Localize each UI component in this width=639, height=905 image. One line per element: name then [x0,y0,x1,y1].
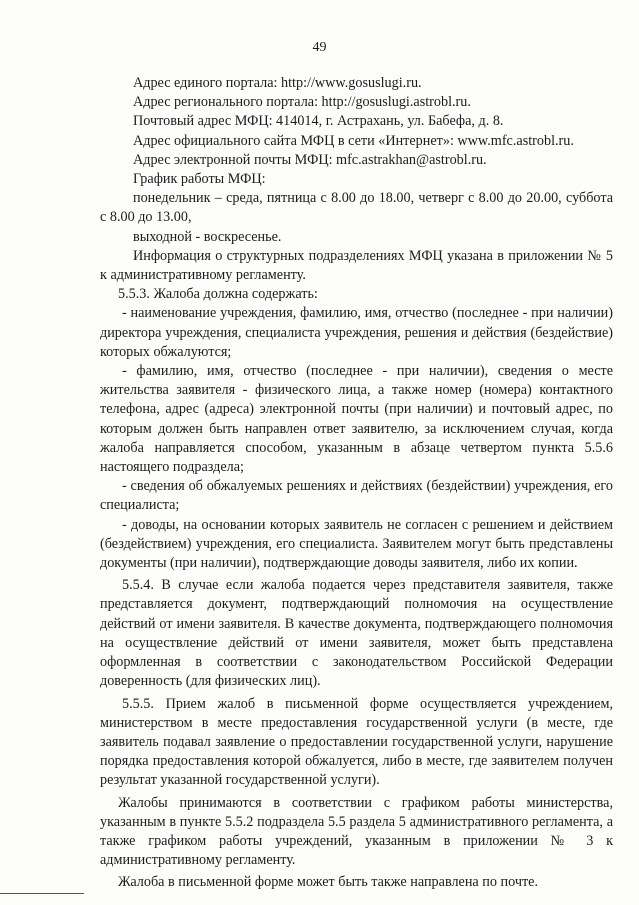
paragraph-schedule-dayoff: выходной - воскресенье. [133,228,282,245]
paragraph-complaint-item-1: - наименование учреждения, фамилию, имя, отчество (последнее - при наличии) директора учреждения, специалиста учреждения, решения и действия (бездействие) которых обжалуются; [100,305,613,360]
document-body [100,74,613,893]
footer-divider [0,893,84,894]
paragraph-complaint-schedule: Жалобы принимаются в соответствии с графиком работы министерства, указанным в пункте 5.5.2 подраздела 5.5 раздела 5 административного регламента, а также графиком работы учреждений, указанным в приложении № 3 к административному регламенту. [100,794,613,869]
paragraph-5-5-5: 5.5.5. Прием жалоб в письменной форме осуществляется учреждением, министерством в месте предоставления государственной услуги (в месте, где заявитель подавал заявление о предоставлении государственной услуги, нарушение порядка предоставления которой обжалуется, либо в месте, где заявителем получен результат указанной государственной услуги). [100,695,613,789]
paragraph-complaint-by-mail: Жалоба в письменной форме может быть также направлена по почте. [118,874,539,891]
paragraph-5-5-3: 5.5.3. Жалоба должна содержать: [118,286,318,303]
paragraph-email: Адрес электронной почты МФЦ: mfc.astrakhan@astrobl.ru. [133,151,487,168]
paragraph-regional-portal: Адрес регионального портала: http://gosuslugi.astrobl.ru. [133,94,471,111]
paragraph-complaint-item-3: - сведения об обжалуемых решениях и действиях (бездействии) учреждения, его специалиста; [100,478,613,514]
page-number: 49 [312,40,327,55]
paragraph-complaint-item-4: - доводы, на основании которых заявитель не согласен с решением и действием (бездействием) учреждения, его специалиста. Заявителем могут быть представлены документы (при наличии), подтверждающие доводы заявителя, либо их копии. [100,516,613,572]
paragraph-postal-address: Почтовый адрес МФЦ: 414014, г. Астрахань, ул. Бабефа, д. 8. [133,113,504,130]
paragraph-5-5-4: 5.5.4. В случае если жалоба подается через представителя заявителя, также представляется документ, подтверждающий полномочия на осуществление действий от имени заявителя. В качестве документа, подтверждающего полномочия на осуществление действий от имени заявителя, может быть представлена оформленная в соответствии с законодательством Российской Федерации доверенность (для физических лиц). [100,577,613,690]
paragraph-complaint-item-2: - фамилию, имя, отчество (последнее - при наличии), сведения о месте жительства заявителя - физического лица, а также номер (номера) контактного телефона, адрес (адреса) электронной почты (при наличии) и почтовый адрес, по которым должен быть направлен ответ заявителю, за исключением случая, когда жалоба направляется способом, указанным в абзаце четвертом пункта 5.5.6 настоящего подраздела; [100,363,613,476]
paragraph-website: Адрес официального сайта МФЦ в сети «Интернет»: www.mfc.astrobl.ru. [133,132,574,149]
paragraph-mfc-info: Информация о структурных подразделениях МФЦ указана в приложении № 5 к административному регламенту. [100,247,613,284]
paragraph-schedule-weekdays: понедельник – среда, пятница с 8.00 до 18.00, четверг с 8.00 до 20.00, суббота с 8.00 до 13.00, [100,190,613,226]
paragraph-portal-address: Адрес единого портала: http://www.gosuslugi.ru. [133,75,422,91]
paragraph-schedule-heading: График работы МФЦ: [133,171,266,188]
